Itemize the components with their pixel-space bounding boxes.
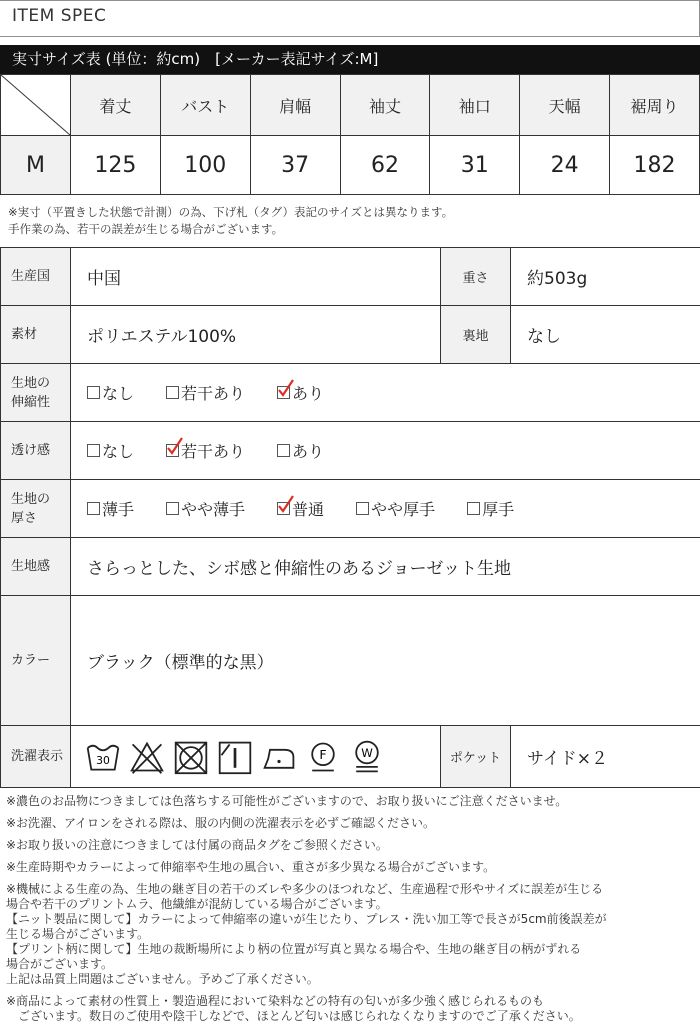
checkbox[interactable] (467, 502, 480, 515)
material-value: ポリエステル100% (71, 306, 441, 364)
thickness-option-label: 薄手 (102, 500, 135, 519)
sheer-option-label: あり (292, 442, 325, 461)
size-value-cell: 182 (610, 136, 700, 195)
lining-label: 裏地 (441, 306, 511, 364)
stretch-option[interactable] (166, 381, 245, 404)
line-dry-icon (217, 739, 253, 775)
size-corner-cell (1, 75, 71, 136)
no-bleach-icon (129, 739, 165, 775)
color-label: カラー (1, 596, 71, 726)
checkbox[interactable] (356, 502, 369, 515)
material-label: 素材 (1, 306, 71, 364)
check-mark-icon (277, 494, 295, 514)
note-line: 生じる場合がございます。 (6, 927, 150, 941)
stretch-options (87, 381, 700, 404)
note-line: 場合や若干のプリントムラ、他繊維が混紡している場合がございます。 (6, 897, 388, 911)
thickness-options (87, 497, 700, 520)
thickness-option-label: 普通 (292, 500, 325, 519)
size-column-header: 裾周り (610, 75, 700, 136)
checkbox[interactable] (166, 386, 179, 399)
sheer-label: 透け感 (1, 422, 71, 480)
spec-table (0, 247, 700, 788)
pocket-label: ポケット (441, 726, 511, 788)
stretch-option-label: なし (102, 384, 135, 403)
color-value: ブラック（標準的な黒） (71, 596, 700, 726)
sheer-option-label: 若干あり (181, 442, 246, 461)
notes (6, 794, 696, 1024)
note-line: ※機械による生産の為、生地の継ぎ目の若干のズレや多少のほつれなど、生産過程で形やサイズに誤差が生じる (6, 882, 604, 896)
checkbox[interactable] (277, 444, 290, 457)
stretch-option[interactable] (87, 381, 134, 404)
stretch-label-line: 伸縮性 (11, 394, 51, 410)
size-value-cell: 24 (520, 136, 610, 195)
thickness-option[interactable] (467, 497, 514, 520)
thickness-option[interactable] (87, 497, 134, 520)
size-table (0, 74, 700, 195)
size-value-cell: 62 (340, 136, 430, 195)
size-value-cell: 31 (430, 136, 520, 195)
dry-clean-text: F (319, 746, 327, 762)
size-column-header: 肩幅 (250, 75, 340, 136)
texture-label: 生地感 (1, 538, 71, 596)
thickness-label-line: 厚さ (11, 510, 38, 526)
lining-value: なし (511, 306, 700, 364)
note-line: ※お洗濯、アイロンをされる際は、服の内側の洗濯表示を必ずご確認ください。 (6, 816, 435, 830)
note-line: ※商品によって素材の性質上・製造過程において染料などの特有の匂いが多少強く感じられるものも (6, 994, 545, 1008)
checkbox[interactable] (87, 502, 100, 515)
size-column-header: バスト (160, 75, 250, 136)
stretch-label-line: 生地の (11, 375, 51, 391)
size-value-cell: 37 (250, 136, 340, 195)
thickness-option[interactable] (166, 497, 245, 520)
checkbox[interactable] (87, 444, 100, 457)
dry-clean-f-icon (305, 739, 341, 775)
stretch-option[interactable] (277, 381, 324, 404)
weight-value: 約503g (511, 248, 700, 306)
note-line: ※生産時期やカラーによって伸縮率や生地の風合い、重さが多少異なる場合がございます。 (6, 860, 496, 874)
size-table-title: 実寸サイズ表 (単位：約cm) [メーカー表記サイズ:M] (0, 45, 700, 74)
thickness-label (1, 480, 71, 538)
note-line: 【プリント柄に関して】生地の裁断場所により柄の位置が写真と異なる場合や、生地の継ぎ目の柄がずれる (6, 942, 582, 956)
wet-clean-w-icon (349, 739, 385, 775)
note-line: ※濃色のお品物につきましては色落ちする可能性がございますので、お取り扱いにご注意くださいませ。 (6, 794, 568, 808)
low-iron-icon (261, 739, 297, 775)
checkbox[interactable] (277, 386, 290, 399)
thickness-label-line: 生地の (11, 491, 51, 507)
sheer-option-label: なし (102, 442, 135, 461)
note-line: ※お取り扱いの注意につきましては付属の商品タグをご参照ください。 (6, 838, 388, 852)
sheer-option[interactable] (277, 439, 324, 462)
checkbox[interactable] (166, 444, 179, 457)
note-line: 上記は品質上問題はございません。予めご了承ください。 (6, 972, 319, 986)
origin-label: 生産国 (1, 248, 71, 306)
thickness-option-label: 厚手 (482, 500, 515, 519)
size-column-header: 袖口 (430, 75, 520, 136)
thickness-option-label: やや薄手 (181, 500, 246, 519)
wash-temp-text: 30 (96, 753, 110, 767)
size-column-header: 着丈 (71, 75, 161, 136)
sheer-options (87, 439, 700, 462)
stretch-option-label: あり (292, 384, 325, 403)
thickness-option-label: やや厚手 (371, 500, 436, 519)
sheer-option[interactable] (87, 439, 134, 462)
size-value-cell: 100 (160, 136, 250, 195)
check-mark-icon (166, 436, 184, 456)
pocket-value: サイド×２ (511, 726, 700, 788)
page-title: ITEM SPEC (12, 6, 107, 26)
weight-label: 重さ (441, 248, 511, 306)
checkbox[interactable] (166, 502, 179, 515)
laundry-icons (71, 726, 441, 788)
stretch-label (1, 364, 71, 422)
note-line: 場合がございます。 (6, 957, 114, 971)
size-column-header: 袖丈 (340, 75, 430, 136)
checkbox[interactable] (87, 386, 100, 399)
no-tumble-dry-icon (173, 739, 209, 775)
checkbox[interactable] (277, 502, 290, 515)
texture-value: さらっとした、シボ感と伸縮性のあるジョーゼット生地 (71, 538, 700, 596)
origin-value: 中国 (71, 248, 441, 306)
size-column-header: 天幅 (520, 75, 610, 136)
thickness-option[interactable] (277, 497, 324, 520)
wet-clean-text: W (361, 745, 373, 760)
stretch-option-label: 若干あり (181, 384, 246, 403)
laundry-label: 洗濯表示 (1, 726, 71, 788)
size-note (8, 204, 453, 238)
size-note-line: 手作業の為、若干の誤差が生じる場合がございます。 (8, 222, 284, 236)
size-note-line: ※実寸（平置きした状態で計測）の為、下げ札（タグ）表記のサイズとは異なります。 (8, 205, 454, 219)
check-mark-icon (277, 378, 295, 398)
thickness-option[interactable] (356, 497, 435, 520)
size-value-cell: 125 (71, 136, 161, 195)
wash-30-icon (85, 739, 121, 775)
sheer-option[interactable] (166, 439, 245, 462)
size-label: M (1, 136, 71, 195)
note-line: ございます。数日のご使用や陰干しなどで、ほとんど匂いは感じられなくなりますのでご了承ください。 (6, 1009, 581, 1023)
note-line: 【ニット製品に関して】カラーによって伸縮率の違いが生じたり、プレス・洗い加工等で長さが5cm前後誤差が (6, 912, 607, 926)
